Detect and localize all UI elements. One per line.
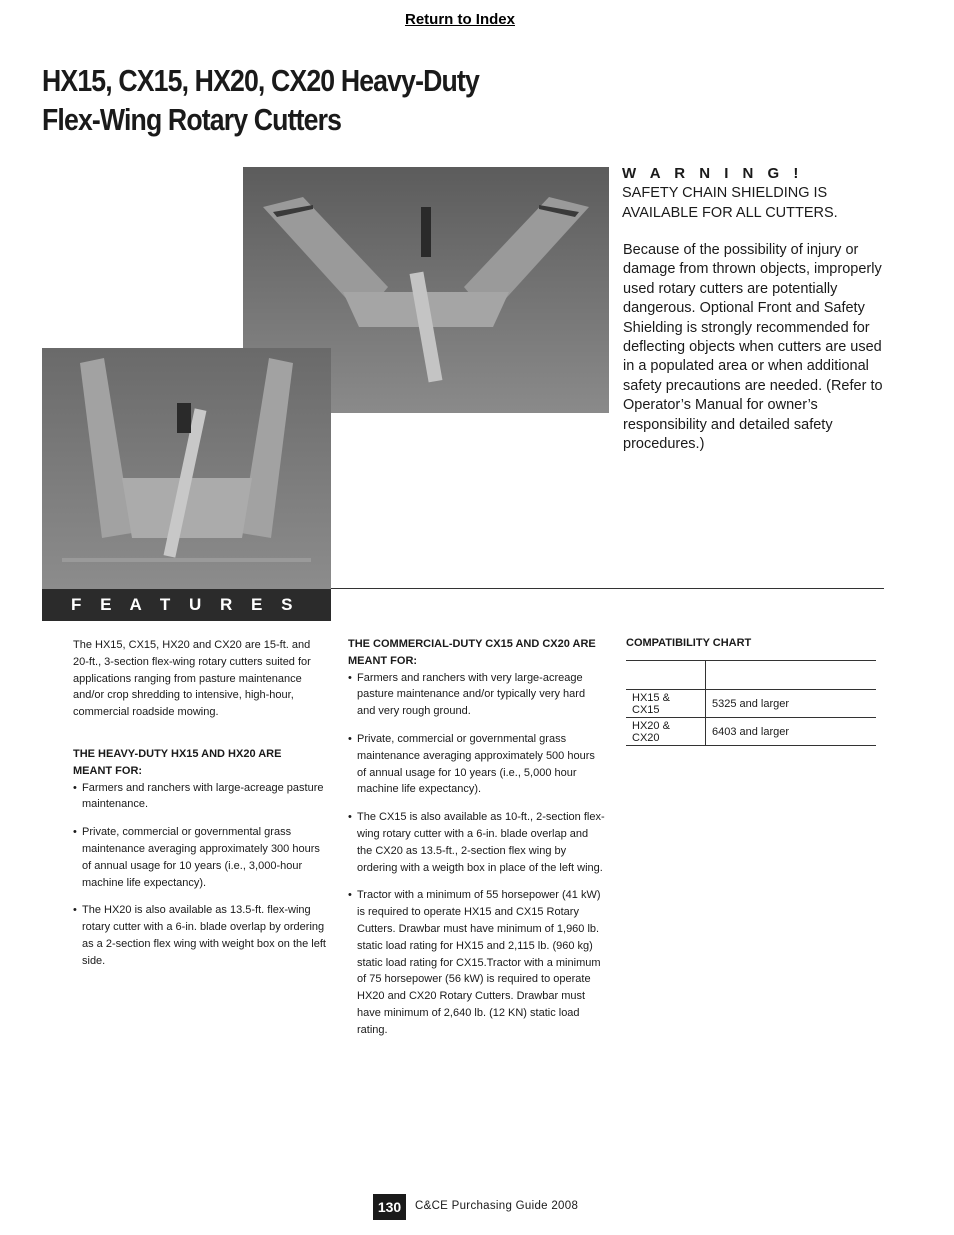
page-number: 130	[373, 1194, 406, 1220]
heavy-duty-heading-line-1: THE HEAVY-DUTY HX15 AND HX20 ARE	[73, 747, 282, 760]
heavy-duty-bullet: • Farmers and ranchers with large-acreage pasture maintenance.	[73, 780, 329, 814]
commercial-duty-bullet: • Farmers and ranchers with very large-acreage pasture maintenance and/or typically very hard and very rough ground.	[348, 670, 606, 720]
section-divider	[331, 588, 884, 589]
table-header-row	[626, 661, 876, 690]
table-cell-model: HX15 & CX15	[626, 690, 706, 718]
heavy-duty-bullet: • The HX20 is also available as 13.5-ft. flex-wing rotary cutter with a 6-in. blade overlap by ordering as a 2-section flex wing with weight box on the left side.	[73, 902, 329, 969]
commercial-duty-bullet: • Tractor with a minimum of 55 horsepower (41 kW) is required to operate HX15 and CX15 Rotary Cutters. Drawbar must have minimum of 1,960 lb. static load rating for HX15 and 2,115 lb. (960 kg) static load rating for CX15.Tractor with a minimum of 75 horsepower (56 kW) is required to operate HX20 and CX20 Rotary Cutters. Drawbar must have minimum of 2,640 lb. (12 KN) static load rating.	[348, 887, 606, 1038]
heavy-duty-bullet: • Private, commercial or governmental grass maintenance averaging approximately 300 hours of annual usage for 10 years (i.e., 3,000-hour machine life expectancy).	[73, 824, 329, 891]
cutter-photo-front-view	[42, 348, 331, 589]
warning-body-text: Because of the possibility of injury or damage from thrown objects, improperly used rotary cutters are potentially dangerous. Optional Front and Safety Shielding is strongly recommended for deflecting objects when cutters are used in a populated area or when additional safety precautions are needed. (Refer to Operator’s Manual for owner’s responsibility and detailed safety procedures.)	[623, 242, 883, 453]
page-title-line-2: Flex-Wing Rotary Cutters	[42, 102, 342, 137]
table-header-cell	[706, 661, 877, 690]
features-intro: The HX15, CX15, HX20 and CX20 are 15-ft. and 20-ft., 3-section flex-wing rotary cutters suited for applications ranging from pasture maintenance and/or crop shredding to intensive, high-hour, commercial roadside mowing.	[73, 639, 311, 719]
table-cell-model: HX20 & CX20	[626, 718, 706, 746]
compatibility-table	[626, 660, 876, 746]
commercial-duty-bullet: • Private, commercial or governmental grass maintenance averaging approximately 500 hours of annual usage for 10 years (i.e., 5,000 hour machine life expectancy).	[348, 731, 606, 798]
table-cell-tractor: 6403 and larger	[706, 718, 877, 746]
heavy-duty-heading-line-2: MEANT FOR:	[73, 764, 143, 777]
table-cell-tractor: 5325 and larger	[706, 690, 877, 718]
publication-title: C&CE Purchasing Guide 2008	[415, 1200, 579, 1212]
table-row	[626, 690, 876, 718]
features-heading: F E A T U R E S	[71, 595, 300, 614]
features-column-2	[348, 636, 606, 1039]
commercial-duty-heading-line-1: THE COMMERCIAL-DUTY CX15 AND CX20 ARE	[348, 638, 596, 650]
page-title-line-1: HX15, CX15, HX20, CX20 Heavy-Duty	[42, 63, 479, 98]
features-column-1	[73, 637, 329, 970]
warning-subheading: SAFETY CHAIN SHIELDING IS AVAILABLE FOR ALL CUTTERS.	[622, 185, 838, 221]
compatibility-chart-title: COMPATIBILITY CHART	[626, 637, 752, 649]
table-header-cell	[626, 661, 706, 690]
commercial-duty-bullet: • The CX15 is also available as 10-ft., 2-section flex-wing rotary cutter with a 6-in. blade overlap and the CX20 as 13.5-ft., 2-section flex wing by ordering with a weigth box in place of the left wing.	[348, 809, 606, 876]
return-to-index-link[interactable]: Return to Index	[404, 11, 515, 28]
warning-heading: W A R N I N G !	[622, 165, 804, 182]
table-row	[626, 718, 876, 746]
commercial-duty-heading-line-2: MEANT FOR:	[348, 654, 418, 667]
